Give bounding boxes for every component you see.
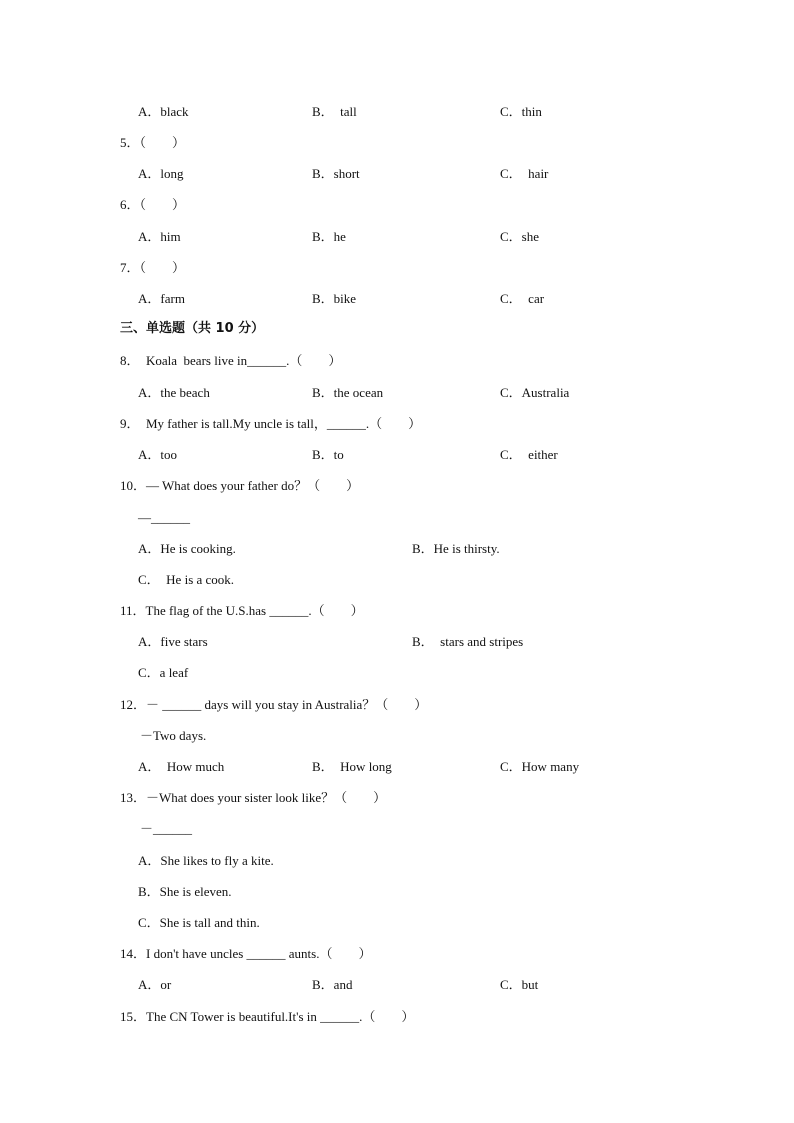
q8-option-c[interactable]: C．Australia — [500, 385, 570, 400]
q9-option-c[interactable]: C． either — [500, 447, 558, 462]
q14-option-a[interactable]: A．or — [138, 977, 172, 992]
q5-option-b[interactable]: B．short — [312, 166, 360, 181]
q7-label: 7．（ ） — [120, 260, 186, 275]
q10-option-b[interactable]: B．He is thirsty. — [412, 541, 500, 556]
q9-stem: 9． My father is tall.My uncle is tall，______.（ ） — [120, 416, 422, 431]
q6-option-a[interactable]: A．him — [138, 229, 181, 244]
q8-stem: 8． Koala bears live in______.（ ） — [120, 353, 342, 368]
section-heading: 三、单选题（共 10 分） — [120, 321, 265, 336]
q13-option-b[interactable]: B．She is eleven. — [138, 884, 232, 899]
q9-option-b[interactable]: B．to — [312, 447, 344, 462]
q10-stem: 10．— What does your father do？（ ） — [120, 478, 360, 493]
q8-option-b[interactable]: B．the ocean — [312, 385, 384, 400]
q13-option-c[interactable]: C．She is tall and thin. — [138, 915, 260, 930]
q10-option-c[interactable]: C． He is a cook. — [138, 572, 235, 587]
q4-option-c[interactable]: C．thin — [500, 104, 542, 119]
q7-option-b[interactable]: B．bike — [312, 291, 357, 306]
q13-answer-line: －______ — [140, 821, 193, 836]
q10-answer-line: —______ — [138, 510, 190, 525]
q5-option-c[interactable]: C． hair — [500, 166, 549, 181]
q13-stem: 13．－What does your sister look like？（ ） — [120, 790, 387, 805]
q15-stem: 15．The CN Tower is beautiful.It's in ______.（ ） — [120, 1009, 415, 1024]
q8-option-a[interactable]: A．the beach — [138, 385, 210, 400]
q11-option-b[interactable]: B． stars and stripes — [412, 634, 524, 649]
q12-stem: 12．－ ______ days will you stay in Australia？（ ） — [120, 697, 428, 712]
q5-option-a[interactable]: A．long — [138, 166, 184, 181]
q6-option-c[interactable]: C．she — [500, 229, 540, 244]
q14-option-c[interactable]: C．but — [500, 977, 539, 992]
q4-option-b[interactable]: B． tall — [312, 104, 357, 119]
q14-stem: 14．I don't have uncles ______ aunts.（ ） — [120, 946, 372, 961]
q13-option-a[interactable]: A．She likes to fly a kite. — [138, 853, 274, 868]
q12-option-c[interactable]: C．How many — [500, 759, 580, 774]
q6-label: 6．（ ） — [120, 197, 186, 212]
q11-option-c[interactable]: C．a leaf — [138, 665, 189, 680]
q12-option-a[interactable]: A． How much — [138, 759, 225, 774]
q12-option-b[interactable]: B． How long — [312, 759, 392, 774]
q4-option-a[interactable]: A．black — [138, 104, 189, 119]
q11-stem: 11．The flag of the U.S.has ______.（ ） — [120, 603, 364, 618]
q10-option-a[interactable]: A．He is cooking. — [138, 541, 236, 556]
q11-option-a[interactable]: A．five stars — [138, 634, 208, 649]
q7-option-c[interactable]: C． car — [500, 291, 545, 306]
q14-option-b[interactable]: B．and — [312, 977, 353, 992]
q7-option-a[interactable]: A．farm — [138, 291, 185, 306]
q5-label: 5．（ ） — [120, 135, 186, 150]
q6-option-b[interactable]: B．he — [312, 229, 346, 244]
q12-answer-line: －Two days. — [140, 728, 207, 743]
q9-option-a[interactable]: A．too — [138, 447, 178, 462]
